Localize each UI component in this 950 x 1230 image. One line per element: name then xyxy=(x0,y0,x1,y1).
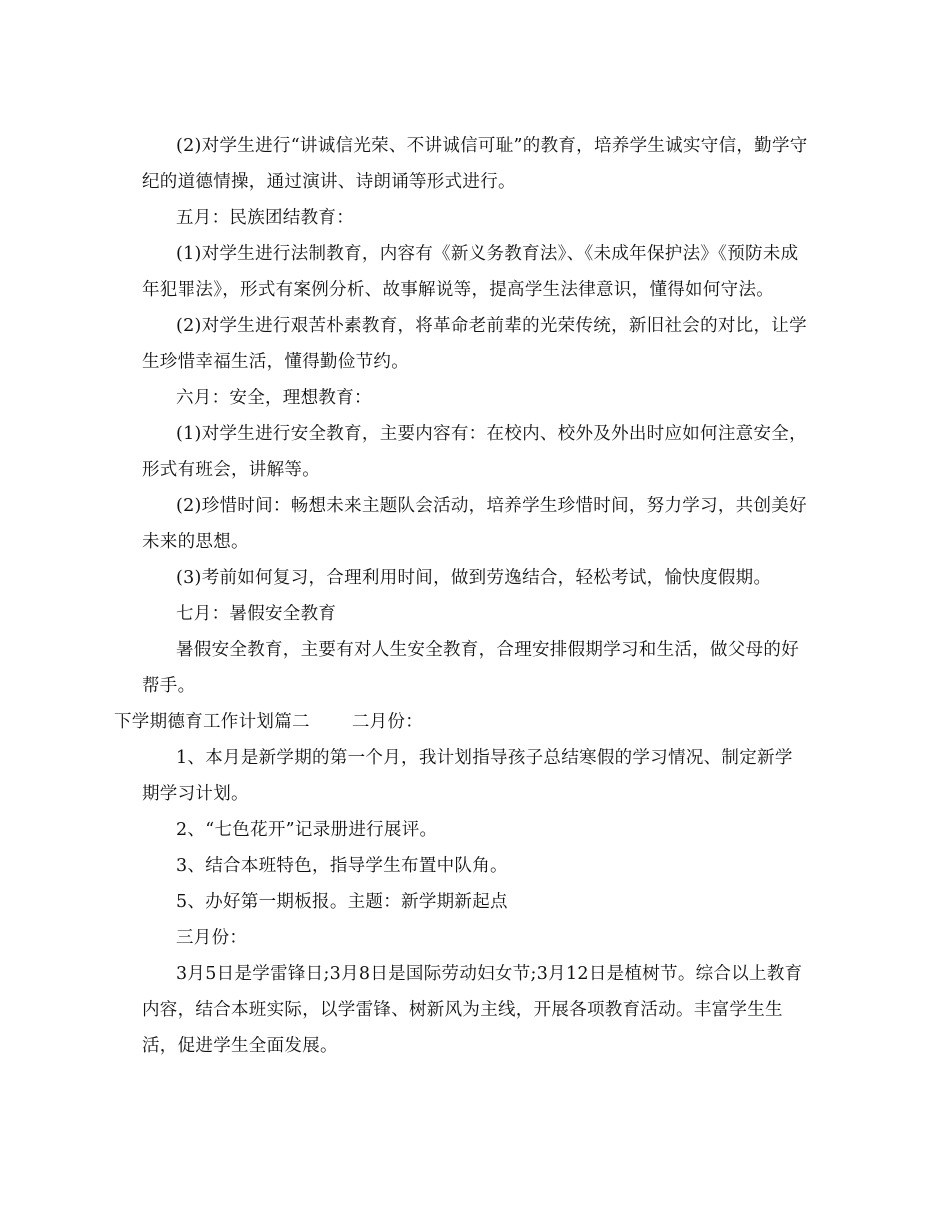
paragraph-february-item-1: 1、本月是新学期的第一个月，我计划指导孩子总结寒假的学习情况、制定新学期学习计划。 xyxy=(142,748,793,804)
paragraph-integrity-education: (2)对学生进行“讲诚信光荣、不讲诚信可耻”的教育，培养学生诚实守信，勤学守纪的道德情操，通过演讲、诗朗诵等形式进行。 xyxy=(142,136,808,192)
paragraph-march-events: 3月5日是学雷锋日;3月8日是国际劳动妇女节;3月12日是植树节。综合以上教育内容，结合本班实际，以学雷锋、树新风为主线，开展各项教育活动。丰富学生生活，促进学生全面发展。 xyxy=(142,964,803,1056)
paragraph-cherish-time: (2)珍惜时间：畅想未来主题队会活动，培养学生珍惜时间，努力学习，共创美好未来的思想。 xyxy=(142,496,807,552)
section-heading-line xyxy=(114,704,810,740)
paragraph-summer-safety: 暑假安全教育，主要有对人生安全教育，合理安排假期学习和生活，做父母的好帮手。 xyxy=(142,640,799,696)
section-subtitle: 二月份： xyxy=(351,712,424,732)
heading-june: 六月：安全，理想教育： xyxy=(176,388,372,408)
document-body xyxy=(114,128,810,1064)
heading-may: 五月：民族团结教育： xyxy=(176,208,354,228)
paragraph-february-item-2: 2、“七色花开”记录册进行展评。 xyxy=(176,820,438,840)
paragraph-frugality-education: (2)对学生进行艰苦朴素教育，将革命老前辈的光荣传统，新旧社会的对比，让学生珍惜幸福生活，懂得勤俭节约。 xyxy=(142,316,807,372)
heading-march: 三月份： xyxy=(176,928,248,948)
paragraph-safety-education: (1)对学生进行安全教育，主要内容有：在校内、校外及外出时应如何注意安全，形式有班会，讲解等。 xyxy=(142,424,807,480)
paragraph-legal-education: (1)对学生进行法制教育，内容有《新义务教育法》、《未成年保护法》《预防未成年犯罪法》，形式有案例分析、故事解说等，提高学生法律意识，懂得如何守法。 xyxy=(142,244,799,300)
paragraph-february-item-5: 5、办好第一期板报。主题：新学期新起点 xyxy=(176,892,508,912)
paragraph-exam-review: (3)考前如何复习，合理利用时间，做到劳逸结合，轻松考试，愉快度假期。 xyxy=(176,568,772,588)
heading-july: 七月：暑假安全教育 xyxy=(176,604,337,624)
section-title: 下学期德育工作计划篇二 xyxy=(114,712,310,732)
paragraph-february-item-3: 3、结合本班特色，指导学生布置中队角。 xyxy=(176,856,508,876)
